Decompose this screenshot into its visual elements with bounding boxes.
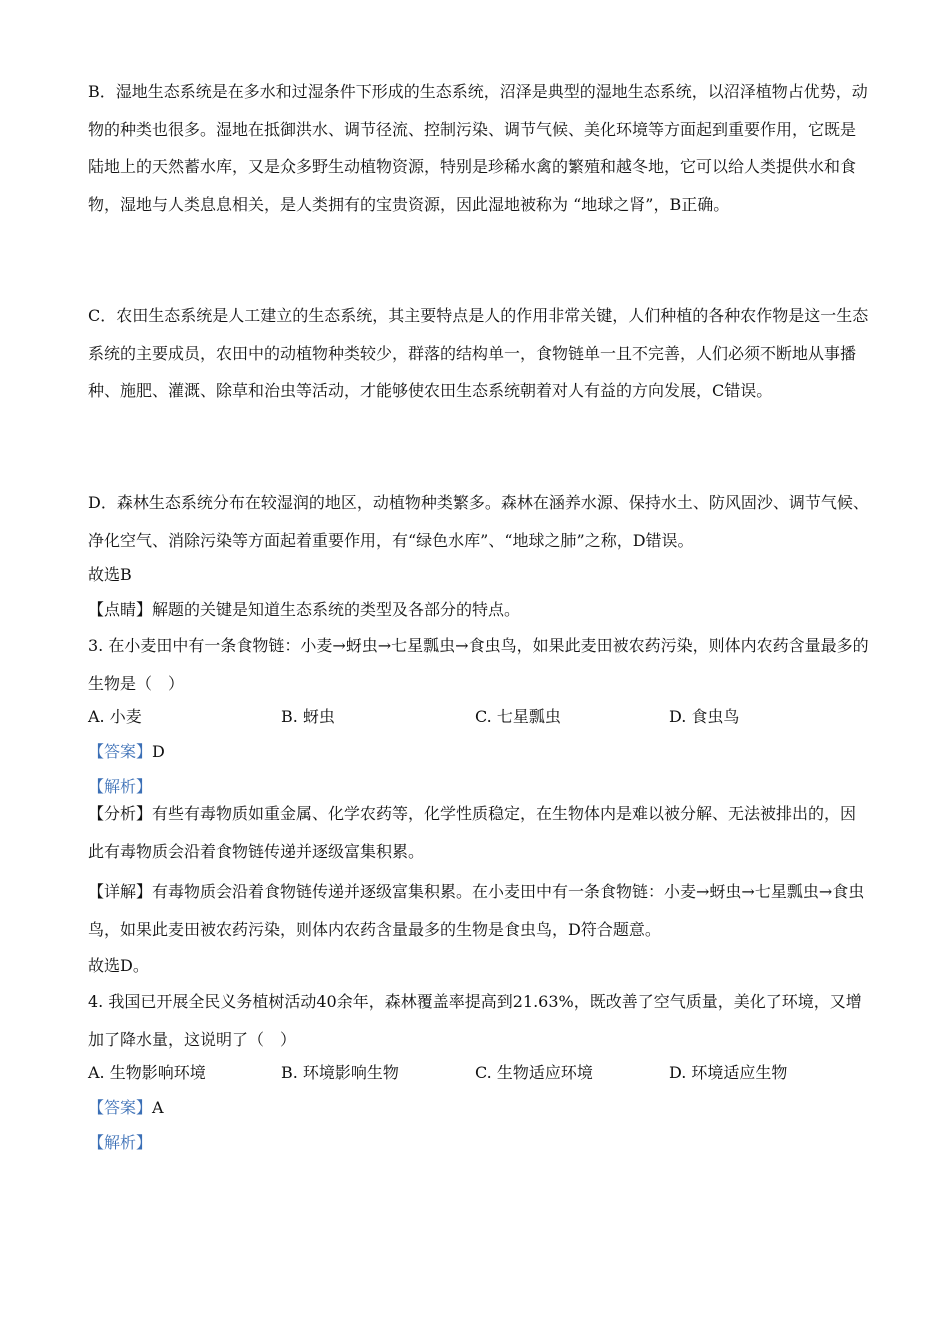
- option-b-explanation: B．湿地生态系统是在多水和过湿条件下形成的生态系统，沼泽是典型的湿地生态系统，以沼泽植物占优势，动物的种类也很多。湿地在抵御洪水、调节径流、控制污染、调节气候、美化环境等方面起到重要作用，它既是陆地上的天然蓄水库，又是众多野生动植物资源，特别是珍稀水禽的繁殖和越冬地，它可以给人类提供水和食物，湿地与人类息息相关，是人类拥有的宝贵资源，因此湿地被称为 “地球之肾”，B正确。: [88, 82, 868, 214]
- fenxi-text: 有些有毒物质如重金属、化学农药等，化学性质稳定，在生物体内是难以被分解、无法被排出的，因此有毒物质会沿着食物链传递并逐级富集积累。: [88, 804, 857, 861]
- answer-label: 【答案】: [88, 1098, 153, 1117]
- answer-label: 【答案】: [88, 742, 153, 761]
- q3-answer-line: [88, 741, 165, 763]
- xiangjie-text: 有毒物质会沿着食物链传递并逐级富集积累。在小麦田中有一条食物链：小麦→蚜虫→七星瓢虫→食虫鸟，如果此麦田被农药污染，则体内农药含量最多的生物是食虫鸟，D符合题意。: [88, 882, 865, 939]
- q4-option-b: B. 环境影响生物: [281, 1063, 399, 1082]
- q3-option-a: A. 小麦: [88, 707, 142, 726]
- q3-option-b: B. 蚜虫: [281, 707, 335, 726]
- dianjing-note: [88, 599, 520, 621]
- q4-option-c: C. 生物适应环境: [475, 1063, 593, 1082]
- choose-d-conclusion: 故选D。: [88, 956, 149, 975]
- q3-xiangjie: [88, 873, 870, 948]
- question-4-stem: 4. 我国已开展全民义务植树活动40余年，森林覆盖率提高到21.63%，既改善了空气质量，美化了环境，又增加了降水量，这说明了（ ）: [88, 992, 862, 1049]
- q3-fenxi: [88, 795, 870, 870]
- q4-answer-value: A: [152, 1098, 164, 1117]
- dianjing-label: 【点睛】: [88, 600, 153, 619]
- q3-option-d: D. 食虫鸟: [669, 707, 740, 726]
- q3-analysis-label: 【解析】: [88, 777, 153, 796]
- q4-option-d: D. 环境适应生物: [669, 1063, 788, 1082]
- fenxi-label: 【分析】: [88, 804, 153, 823]
- dianjing-text: 解题的关键是知道生态系统的类型及各部分的特点。: [152, 600, 521, 619]
- q4-answer-line: [88, 1097, 164, 1119]
- xiangjie-label: 【详解】: [88, 882, 153, 901]
- q4-option-a: A. 生物影响环境: [88, 1063, 206, 1082]
- q4-analysis-label: 【解析】: [88, 1133, 153, 1152]
- q3-answer-value: D: [152, 742, 165, 761]
- question-3-stem: 3. 在小麦田中有一条食物链：小麦→蚜虫→七星瓢虫→食虫鸟，如果此麦田被农药污染，则体内农药含量最多的生物是（ ）: [88, 636, 869, 693]
- option-d-explanation: D．森林生态系统分布在较湿润的地区，动植物种类繁多。森林在涵养水源、保持水土、防风固沙、调节气候、净化空气、消除污染等方面起着重要作用，有“绿色水库”、“地球之肺”之称，D错误。: [88, 493, 869, 550]
- option-c-explanation: C．农田生态系统是人工建立的生态系统，其主要特点是人的作用非常关键，人们种植的各种农作物是这一生态系统的主要成员，农田中的动植物种类较少，群落的结构单一，食物链单一且不完善，人们必须不断地从事播种、施肥、灌溉、除草和治虫等活动，才能够使农田生态系统朝着对人有益的方向发展，C错误。: [88, 306, 869, 400]
- choose-b-conclusion: 故选B: [88, 565, 132, 584]
- q3-option-c: C. 七星瓢虫: [475, 707, 561, 726]
